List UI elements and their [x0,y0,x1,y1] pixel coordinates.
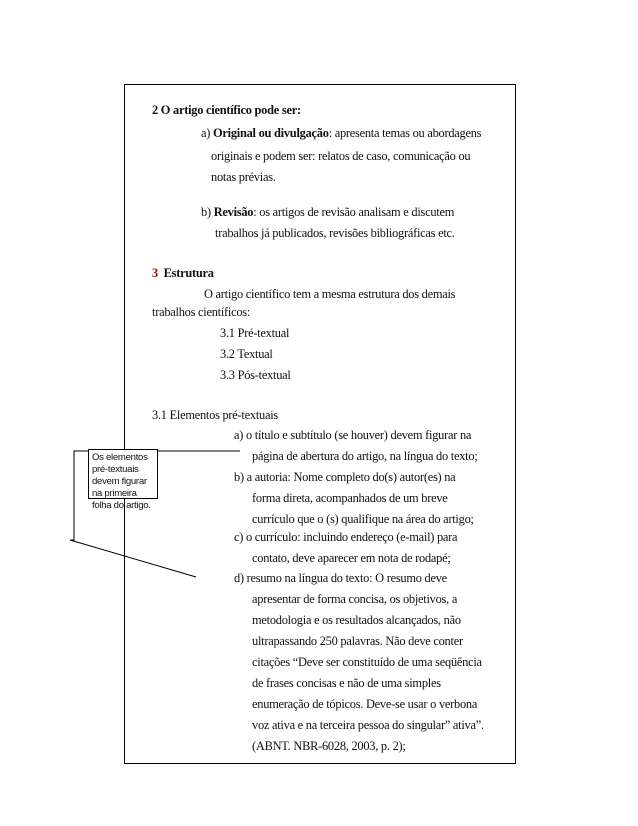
item-a-line2: originais e podem ser: relatos de caso, comunicação ou [211,149,471,163]
section-2-title: 2 O artigo científico pode ser: [152,103,301,117]
item-31d-line4: ultrapassando 250 palavras. Não deve conter [252,634,463,648]
section-3-number: 3 [152,266,158,280]
item-b-line2: trabalhos já publicados, revisões bibliográficas etc. [215,226,455,240]
item-31d-line1: d) resumo na língua do texto: O resumo deve [234,571,447,585]
item-31d-line9: (ABNT. NBR-6028, 2003, p. 2); [252,739,406,753]
item-a-line3: notas prévias. [211,170,276,184]
section-3-title: Estrutura [163,266,214,280]
item-a-term: Original ou divulgação [213,126,329,140]
item-31d-line8: voz ativa e na terceira pessoa do singular” ativa”. [252,718,484,732]
subitem-pos-textual: 3.3 Pós-textual [220,368,291,382]
item-31d-line2: apresentar de forma concisa, os objetivos, a [252,592,458,606]
item-31b-line3: currículo que o (s) qualifique na área do artigo; [252,512,474,526]
subitem-pre-textual: 3.1 Pré-textual [220,326,290,340]
subitem-textual: 3.2 Textual [220,347,273,361]
side-note-callout: Os elementos pré-textuais devem figurar na primeira folha do artigo. [88,449,158,499]
section-31-title: 3.1 Elementos pré-textuais [152,408,278,422]
item-31d-line7: enumeração de tópicos. Deve-se usar o verbona [252,697,478,711]
item-31c-line1: c) o currículo: incluindo endereço (e-mail) para [234,530,458,544]
item-b-rest: : os artigos de revisão analisam e discutem [253,205,455,219]
item-31a-line1: a) o título e subtítulo (se houver) devem figurar na [234,428,472,442]
item-31d-line3: metodologia e os resultados alcançados, não [252,613,461,627]
section-3-para-line2: trabalhos científicos: [152,305,251,319]
item-31a-line2: página de abertura do artigo, na língua do texto; [252,449,478,463]
item-a-prefix: a) [201,126,211,140]
item-a-rest: : apresenta temas ou abordagens [328,126,482,140]
section-3-para-line1: O artigo científico tem a mesma estrutura dos demais [204,287,456,301]
item-31d-line5: citações “Deve ser constituído de uma seqüência [252,655,482,669]
item-31c-line2: contato, deve aparecer em nota de rodapé; [252,551,451,565]
item-b-prefix: b) [201,205,211,219]
item-31b-line1: b) a autoria: Nome completo do(s) autor(es) na [234,470,456,484]
item-31d-line6: de frases concisas e não de uma simples [252,676,441,690]
item-31b-line2: forma direta, acompanhados de um breve [252,491,448,505]
item-b-term: Revisão [213,205,254,219]
